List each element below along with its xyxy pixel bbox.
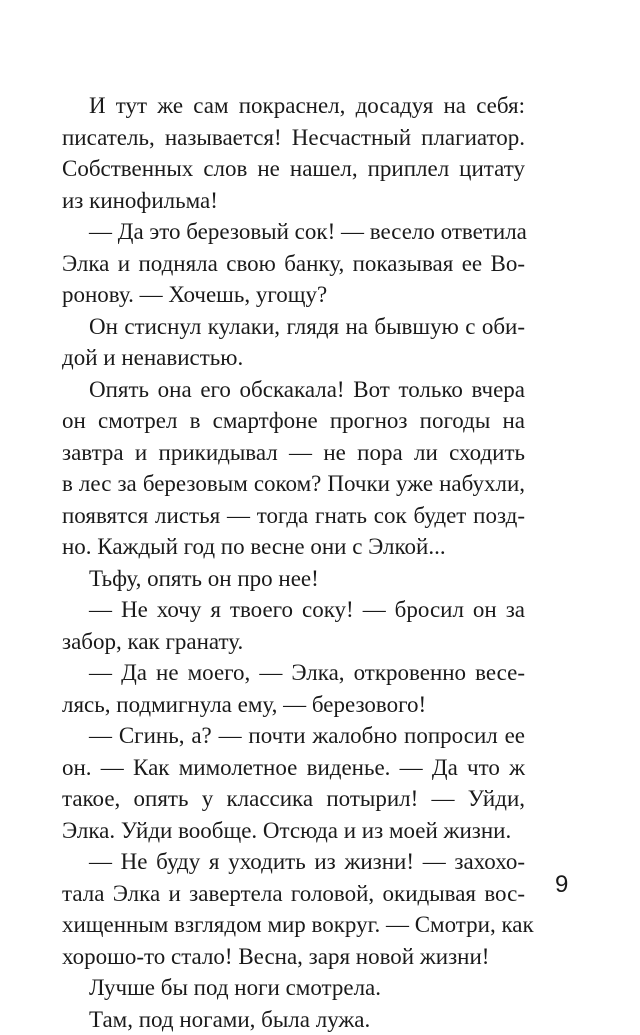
text-line: появятся листья — тогда гнать сок будет позд- [62,500,525,532]
text-line: Лучше бы под ноги смотрела. [62,972,525,1004]
text-line: но. Каждый год по весне они с Элкой... [62,531,525,563]
text-line: из кинофильма! [62,185,525,217]
text-line: Элка. Уйди вообще. Отсюда и из моей жизни. [62,815,525,847]
text-line: он смотрел в смартфоне прогноз погоды на [62,405,525,437]
text-line: забор, как гранату. [62,626,525,658]
text-line: — Не хочу я твоего соку! — бросил он за [62,594,525,626]
text-line: хищенным взглядом мир вокруг. — Смотри, как [62,909,525,941]
text-line: лясь, подмигнула ему, — березового! [62,689,525,721]
body-text [62,90,525,1035]
text-line: Там, под ногами, была лужа. [62,1004,525,1035]
text-line: хорошо-то стало! Весна, заря новой жизни! [62,941,525,973]
text-line: Элка и подняла свою банку, показывая ее Во- [62,248,525,280]
text-line: дой и ненавистью. [62,342,525,374]
text-line: завтра и прикидывал — не пора ли сходить [62,437,525,469]
text-line: такое, опять у классика потырил! — Уйди, [62,783,525,815]
text-line: он. — Как мимолетное виденье. — Да что ж [62,752,525,784]
text-line: Он стиснул кулаки, глядя на бывшую с оби- [62,311,525,343]
text-line: Тьфу, опять он про нее! [62,563,525,595]
text-line: — Да не моего, — Элка, откровенно весе- [62,657,525,689]
page-number: 9 [555,871,568,899]
text-line: ронову. — Хочешь, угощу? [62,279,525,311]
text-line: тала Элка и завертела головой, окидывая вос- [62,878,525,910]
text-line: писатель, называется! Несчастный плагиатор. [62,122,525,154]
text-line: — Не буду я уходить из жизни! — захохо- [62,846,525,878]
text-line: Собственных слов не нашел, приплел цитату [62,153,525,185]
text-line: — Да это березовый сок! — весело ответила [62,216,525,248]
text-line: — Сгинь, а? — почти жалобно попросил ее [62,720,525,752]
text-line: в лес за березовым соком? Почки уже набухли, [62,468,525,500]
text-line: И тут же сам покраснел, досадуя на себя: [62,90,525,122]
text-line: Опять она его обскакала! Вот только вчера [62,374,525,406]
